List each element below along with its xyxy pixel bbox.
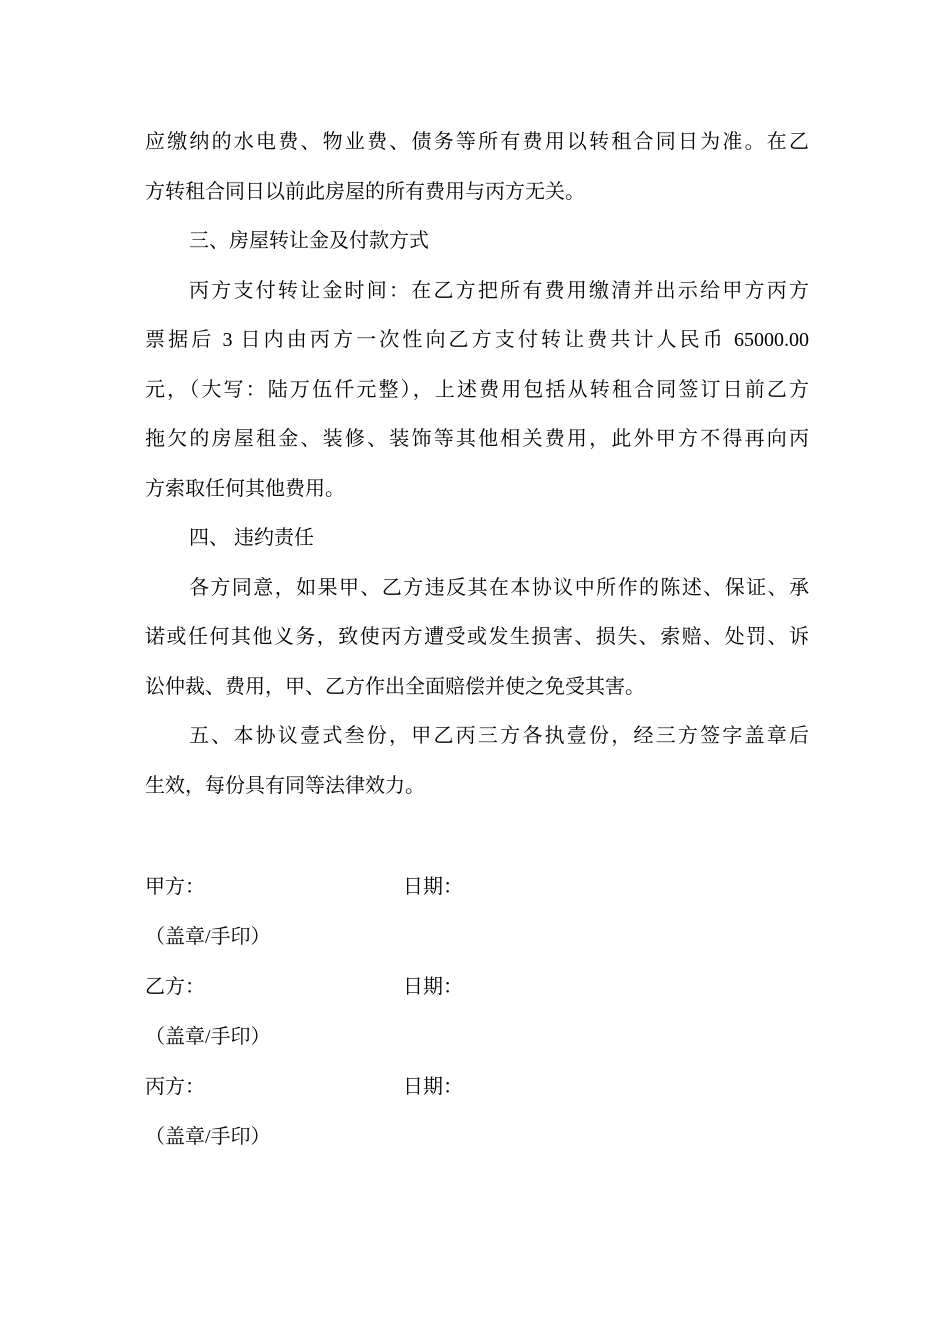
party-c-stamp-label: （盖章/手印）: [145, 1126, 271, 1148]
section-heading-payment: 三、房屋转让金及付款方式: [189, 230, 429, 252]
body-line: 方转租合同日以前此房屋的所有费用与丙方无关。: [145, 180, 585, 203]
party-c-date-label: 日期：: [403, 1076, 463, 1098]
body-line: 讼仲裁、费用，甲、乙方作出全面赔偿并使之免受其害。: [145, 675, 645, 698]
party-a-date-label: 日期：: [403, 876, 463, 898]
body-line: 丙方支付转让金时间：在乙方把所有费用缴清并出示给甲方丙方: [189, 279, 809, 302]
body-line: 各方同意，如果甲、乙方违反其在本协议中所作的陈述、保证、承: [189, 576, 809, 599]
signature-row-party-c: [145, 1062, 809, 1112]
body-line: 元，（大写：陆万伍仟元整），上述费用包括从转租合同签订日前乙方: [145, 378, 809, 401]
signature-row-party-a: [145, 862, 809, 912]
signature-row-party-b: [145, 962, 809, 1012]
party-b-label: 乙方：: [145, 976, 205, 998]
party-c-label: 丙方：: [145, 1076, 205, 1098]
body-line: 应缴纳的水电费、物业费、债务等所有费用以转租合同日为准。在乙: [145, 131, 809, 153]
body-line: 方索取任何其他费用。: [145, 477, 345, 500]
party-a-label: 甲方：: [145, 876, 205, 898]
party-b-stamp-label: （盖章/手印）: [145, 1026, 271, 1048]
stamp-row-party-c: [145, 1112, 809, 1162]
party-a-stamp-label: （盖章/手印）: [145, 926, 271, 948]
party-b-date-label: 日期：: [403, 976, 463, 998]
stamp-row-party-a: [145, 912, 809, 962]
section-heading-liability: 四、 违约责任: [189, 527, 314, 549]
body-line: 诺或任何其他义务，致使丙方遭受或发生损害、损失、索赔、处罚、诉: [145, 626, 809, 648]
agreement-body: [145, 118, 809, 811]
body-line: 生效，每份具有同等法律效力。: [145, 774, 425, 797]
body-line: 拖欠的房屋租金、装修、装饰等其他相关费用，此外甲方不得再向丙: [145, 428, 809, 450]
section-heading-copies: 五、本协议壹式叁份，甲乙丙三方各执壹份，经三方签字盖章后: [189, 725, 809, 747]
body-line: 票据后 3 日内由丙方一次性向乙方支付转让费共计人民币 65000.00: [145, 329, 809, 351]
signature-block: [145, 862, 809, 1162]
stamp-row-party-b: [145, 1012, 809, 1062]
